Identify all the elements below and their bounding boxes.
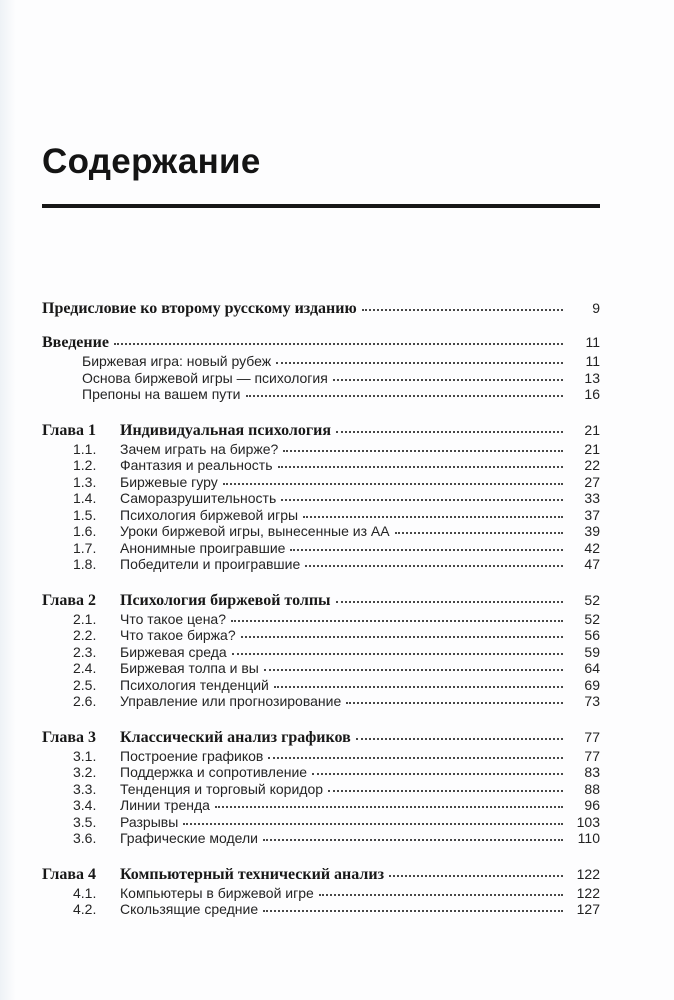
dot-leader [231,620,563,622]
dot-leader [268,757,563,759]
section-number: 3.6. [73,830,97,846]
page-number: 69 [584,676,600,693]
section-title: Тенденция и торговый коридор [120,780,324,797]
section-title: Построение графиков [120,747,264,764]
entry-label: Предисловие ко второму русскому изданию [42,300,357,317]
dot-leader [183,823,563,825]
chapter-number: Глава 1 [42,421,96,439]
section-title: Биржевая толпа и вы [120,660,259,676]
toc-entry-preface [42,298,600,319]
toc-section-row [42,627,600,644]
toc-entry-intro [42,332,600,353]
page-number: 9 [592,300,600,316]
toc-section-row [42,540,600,557]
section-title: Победители и проигравшие [120,556,301,572]
page-number: 110 [577,830,600,846]
dot-leader [312,773,563,775]
section-number: 1.6. [73,523,97,539]
toc-chapter-row [42,420,600,441]
toc-section-row [42,814,600,831]
toc-content [42,0,600,918]
section-number: 4.1. [73,884,97,901]
section-title: Управление или прогнозирование [120,693,342,709]
dot-leader [319,894,563,896]
toc-section-row [42,901,600,918]
section-title: Линии тренда [120,797,210,813]
section-number: 2.2. [73,627,97,643]
dot-leader [336,431,563,433]
toc-section-row [42,660,600,677]
dot-leader [274,686,563,688]
page-number: 52 [584,591,600,608]
dot-leader [232,653,563,655]
page-number: 21 [584,421,600,438]
section-number: 1.8. [73,556,97,572]
section-title: Графические модели [120,830,258,846]
page-number: 33 [584,490,600,506]
entry-label: Препоны на вашем пути [82,386,241,402]
dot-leader [114,343,563,345]
page-number: 59 [584,643,600,660]
toc-section-row [42,507,600,524]
section-number: 3.2. [73,764,97,780]
dot-leader [389,875,563,877]
section-number: 3.4. [73,797,97,813]
section-title: Уроки биржевой игры, вынесенные из АА [120,523,390,539]
page-number: 64 [584,660,600,676]
toc-entry-intro-sub [42,370,600,387]
section-title: Зачем играть на бирже? [120,440,279,457]
dot-leader [328,790,563,792]
page-number: 16 [584,386,600,402]
dot-leader [346,702,563,704]
section-title: Что такое цена? [120,610,226,627]
section-number: 2.3. [73,643,97,660]
dot-leader [283,450,563,452]
section-title: Поддержка и сопротивление [120,764,308,780]
page-number: 56 [584,627,600,643]
page-number: 11 [585,353,600,369]
dot-leader [290,549,563,551]
page-number: 127 [576,901,600,917]
page-number: 37 [584,506,600,523]
entry-label: Биржевая игра: новый рубеж [82,353,272,369]
toc-section-row [42,556,600,573]
dot-leader [333,379,563,381]
page-number: 103 [576,813,600,830]
section-number: 1.1. [73,440,97,457]
page-number: 42 [584,539,600,556]
section-number: 3.1. [73,747,97,764]
section-number: 3.3. [73,780,97,797]
section-number: 1.5. [73,506,97,523]
section-number: 1.4. [73,490,97,506]
section-number: 3.5. [73,813,97,830]
toc-section-row [42,441,600,458]
section-title: Психология биржевой игры [120,506,299,523]
page-number: 77 [584,747,600,764]
entry-label: Введение [42,334,109,351]
toc-section-row [42,797,600,814]
toc-chapter-row [42,590,600,611]
section-title: Разрывы [120,813,179,830]
dot-leader [395,532,563,534]
section-title: Психология тенденций [120,676,269,693]
page-number: 73 [584,693,600,709]
section-title: Скользящие средние [120,901,259,917]
toc-section-row [42,457,600,474]
dot-leader [303,516,563,518]
toc-entry-intro-sub [42,386,600,403]
section-title: Компьютеры в биржевой игре [120,884,314,901]
toc-chapter-row [42,727,600,748]
chapter-number: Глава 3 [42,728,96,746]
toc-chapter-row [42,864,600,885]
dot-leader [336,601,563,603]
chapter-title: Психология биржевой толпы [120,591,331,609]
dot-leader [215,806,563,808]
chapter-title: Компьютерный технический анализ [120,865,385,883]
entry-label: Основа биржевой игры — психология [82,369,328,386]
section-number: 1.3. [73,473,97,490]
chapter-title: Индивидуальная психология [120,421,332,439]
title-rule [42,204,600,208]
dot-leader [223,483,563,485]
section-number: 1.7. [73,539,97,556]
toc-section-row [42,781,600,798]
toc-section-row [42,885,600,902]
toc-section-row [42,693,600,710]
section-number: 4.2. [73,901,97,917]
page-number: 13 [584,369,600,386]
page-number: 96 [584,797,600,813]
section-title: Что такое биржа? [120,627,236,643]
page-number: 39 [584,523,600,539]
dot-leader [276,362,563,364]
chapter-number: Глава 2 [42,591,96,609]
section-title: Биржевая среда [120,643,227,660]
chapter-number: Глава 4 [42,865,96,883]
page-number: 88 [584,780,600,797]
dot-leader [278,466,563,468]
page-number: 11 [585,334,600,350]
section-number: 2.1. [73,610,97,627]
page-number: 122 [576,865,600,882]
section-number: 1.2. [73,457,97,473]
page-title: Содержание [42,142,261,181]
toc-section-row [42,644,600,661]
page-number: 47 [584,556,600,572]
toc-section-row [42,748,600,765]
page-number: 77 [584,728,600,745]
dot-leader [264,669,563,671]
section-title: Анонимные проигравшие [120,539,286,556]
section-number: 2.5. [73,676,97,693]
toc-section-row [42,490,600,507]
toc-section-row [42,474,600,491]
page-number: 122 [576,884,600,901]
page-number: 27 [584,473,600,490]
dot-leader [263,839,563,841]
section-title: Биржевые гуру [120,473,218,490]
page-number: 83 [584,764,600,780]
dot-leader [241,636,563,638]
toc-section-row [42,677,600,694]
page-number: 52 [584,610,600,627]
dot-leader [356,738,563,740]
chapter-title: Классический анализ графиков [120,728,351,746]
section-title: Саморазрушительность [120,490,277,506]
dot-leader [263,910,563,912]
toc-section-row [42,611,600,628]
toc-section-row [42,830,600,847]
section-number: 2.4. [73,660,97,676]
dot-leader [281,499,563,501]
page-number: 22 [584,457,600,473]
toc-section-row [42,523,600,540]
section-title: Фантазия и реальность [120,457,273,473]
table-of-contents [42,298,600,918]
section-number: 2.6. [73,693,97,709]
dot-leader [246,395,563,397]
toc-section-row [42,764,600,781]
dot-leader [362,309,563,311]
page-number: 21 [584,440,600,457]
dot-leader [305,565,563,567]
toc-entry-intro-sub [42,353,600,370]
